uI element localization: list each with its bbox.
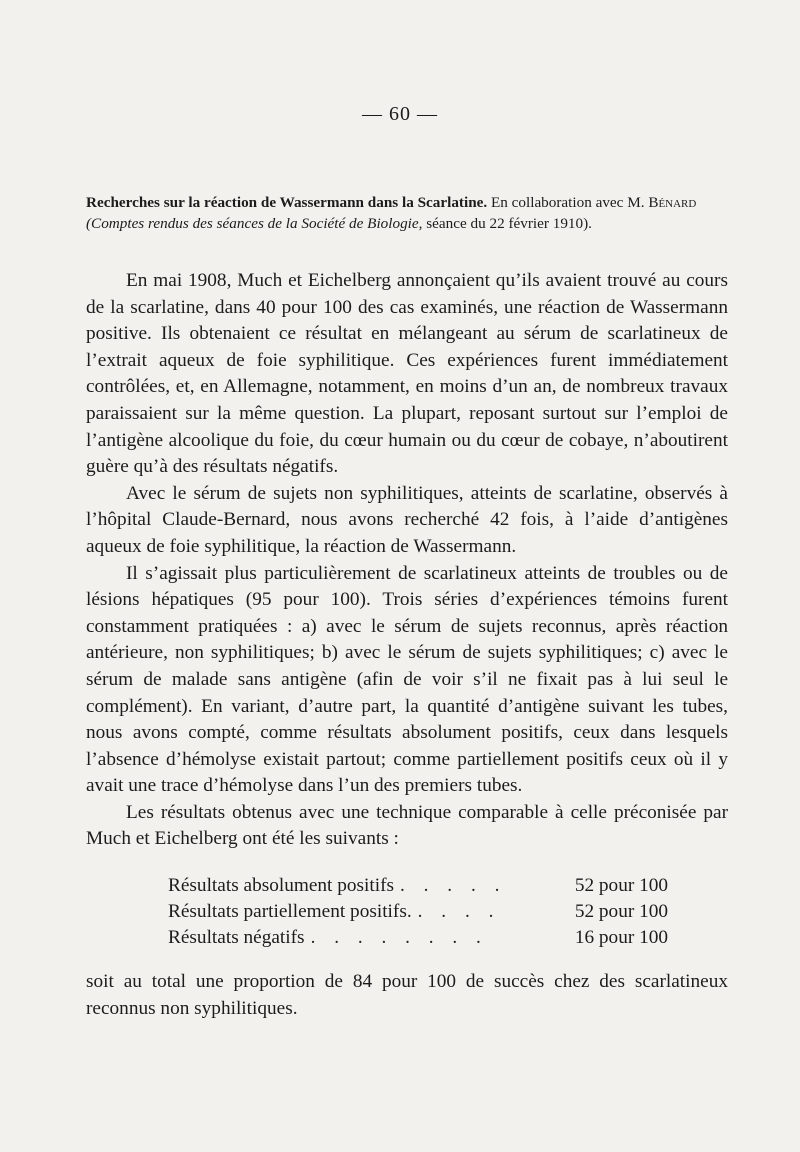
session-date: séance du 22 février 1910). [426,215,592,232]
result-label: Résultats absolument positifs [168,875,395,897]
result-value: 52 pour 100 [574,875,668,897]
paragraph-1: En mai 1908, Much et Eichelberg annonçaient qu’ils avaient trouvé au cours de la scarlatine, dans 40 pour 100 des cas examinés, une réaction de Wassermann positive. Ils obtenaient ce résultat en mélangeant au sérum de scarlatineux de l’extrait aqueux de foie syphilitique. Ces expériences furent immédiatement contrôlées, et, en Allemagne, notamment, en moins d’un an, de nombreux travaux paraissaient sur la même question. La plupart, reposant surtout sur l’emploi de l’antigène alcoolique du foie, du cœur humain ou du cœur de cobaye, n’aboutirent guère qu’à des résultats négatifs. [86,270,728,478]
result-label: Résultats négatifs [168,927,305,949]
result-value: 16 pour 100 [574,927,668,949]
publication-source: (Comptes rendus des séances de la Société de Biologie, [86,215,423,232]
article-body [86,268,728,1022]
result-row-negative [168,925,668,951]
article-header [86,192,726,234]
result-row-absolute [168,873,668,899]
results-list [86,873,728,951]
result-leader-dots: . . . . . . . . [310,927,488,949]
paragraph-4: Les résultats obtenus avec une technique comparable à celle préconisée par Much et Eichelberg ont été les suivants : [86,801,728,850]
result-leader-dots: . . . . [417,901,501,923]
collaboration-note: En collaboration avec M. [491,194,645,211]
result-value: 52 pour 100 [574,901,668,923]
result-leader-dots: . . . . . [400,875,507,897]
paragraph-3: Il s’agissait plus particulièrement de scarlatineux atteints de troubles ou de lésions hépatiques (95 pour 100). Trois séries d’expériences témoins furent constamment pratiquées : a) avec le sérum de sujets reconnus, après réaction antérieure, non syphilitiques; b) avec le sérum de sujets syphilitiques; c) avec le sérum de malade sans antigène (afin de voir s’il ne fixait pas à lui seul le complément). En variant, d’autre part, la quantité d’antigène suivant les tubes, nous avons compté, comme résultats absolument positifs, ceux dans lesquels l’absence d’hémolyse existait partout; comme partiellement positifs ceux où il y avait une trace d’hémolyse dans l’un des premiers tubes. [86,562,728,797]
page-number: — 60 — [362,103,438,125]
conclusion-paragraph: soit au total une proportion de 84 pour 100 de succès chez des scarlatineux reconnus non syphilitiques. [86,971,728,1019]
article-title: Recherches sur la réaction de Wassermann dans la Scarlatine. [86,194,488,211]
result-row-partial [168,899,668,925]
collaborator-name: Bénard [648,194,697,211]
result-label: Résultats partiellement positifs. [168,901,412,923]
paragraph-2: Avec le sérum de sujets non syphilitiques, atteints de scarlatine, observés à l’hôpital Claude-Bernard, nous avons recherché 42 fois, à l’aide d’antigènes aqueux de foie syphilitique, la réaction de Wassermann. [86,482,728,557]
